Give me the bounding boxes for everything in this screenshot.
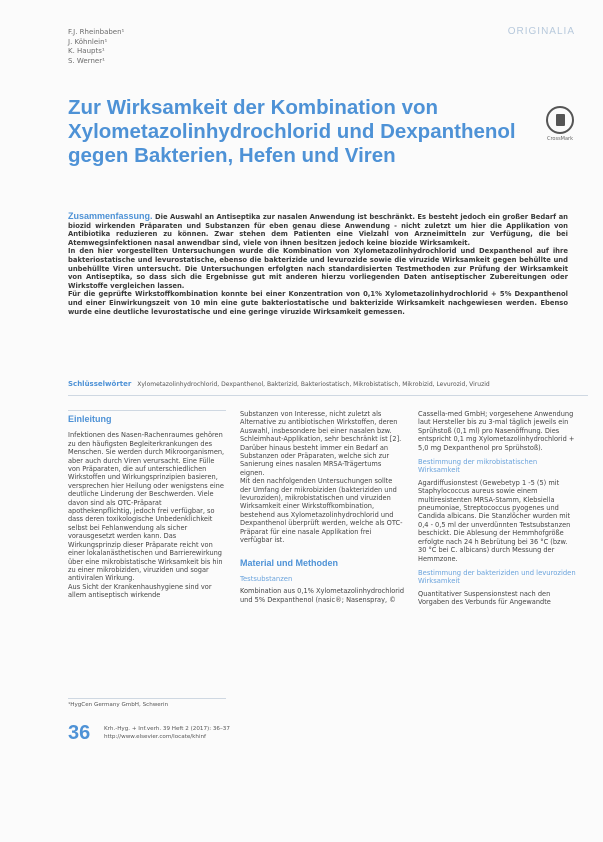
abstract-heading: Zusammenfassung.: [68, 211, 153, 221]
column-2: [240, 410, 405, 604]
column-1: [68, 410, 226, 600]
body-paragraph: Agardiffusionstest (Gewebetyp 1 -5 (5) mit Staphylococcus aureus sowie einem multiresistenten MRSA-Stamm, Klebsiella pneumoniae, Streptococcus pyogenes und Candida albicans. Die Stanzlöcher wurden mit 0,4 - 0,5 ml der unverdünnten Testsubstanzen beschickt. Die Ablesung der Hemmhofgröße erfolgte nach 24 h Bebrütung bei 36 °C (bzw. 30 °C bei C. albicans) durch Messung der Hemmzone.: [418, 478, 571, 563]
body-paragraph: Cassella-med GmbH; vorgesehene Anwendung laut Hersteller bis zu 3-mal täglich jeweils ein Sprühstoß (0,1 ml) pro Nasenöffnung. Dies entspricht 0,1 mg Xylometazolinhydrochlorid + 5,0 mg Dexpanthenol pro Sprühstoß).: [418, 410, 575, 452]
abstract-paragraph: Für die geprüfte Wirkstoffkombination konnte bei einer Konzentration von 0,1% Xylometazolinhydrochlorid + 5% Dexpanthenol und einer Einwirkungszeit von 10 min eine gute bakteriostatische und bakterizide Wirksamkeit nachgewiesen werden. Ebenso wurde eine deutliche levurostatische und eine geringe viruzide Wirksamkeit gemessen.: [68, 290, 568, 316]
section-heading: Einleitung: [68, 414, 112, 424]
body-paragraph: Quantitativer Suspensionstest nach den Vorgaben des Verbunds für Angewandte: [418, 589, 551, 607]
body-paragraph: Kombination aus 0,1% Xylometazolinhydrochlorid und 5% Dexpanthenol (nasic®; Nasenspray, ©: [240, 587, 405, 604]
crossmark-label: CrossMark: [546, 136, 574, 142]
citation-text: Krh.-Hyg. + Inf.verh. 39 Heft 2 (2017): 36–37: [104, 726, 230, 732]
affiliation-footnote: ¹HygCen Germany GmbH, Schwerin: [68, 698, 226, 708]
crossmark-badge[interactable]: [544, 106, 576, 142]
author-name: K. Haupts¹: [68, 47, 105, 55]
abstract-paragraph: In den hier vorgestellten Untersuchungen wurde die Kombination von Xylometazolinhydrochlorid und Dexpanthenol auf ihre bakteriostatische und levurostatische, ebenso die bakterizide und levurozide sowie die viruzide Wirksamkeit gegen behüllte und unbehüllte Viren untersucht. Die Untersuchungen erfolgten nach standardisierten Testmethoden zur Prüfung der Wirksamkeit von Antiseptika, so dass sich die Ergebnisse gut mit anderen hierzu vorliegenden Daten antiseptischer Zubereitungen oder Wirkstoffe vergleichen lassen.: [68, 247, 568, 290]
article-title: Zur Wirksamkeit der Kombination von Xylometazolinhydrochlorid und Dexpanthenol gegen Bakterien, Hefen und Viren: [68, 96, 516, 167]
body-paragraph: Substanzen von Interesse, nicht zuletzt als Alternative zu antibiotischen Wirkstoffen, deren Auswahl, insbesondere bei einer nasalen bzw. Schleimhaut-Applikation, sehr beschränkt ist [2]. Darüber hinaus besteht immer ein Bedarf an Substanzen oder Präparaten, welche sich zur Sanierung eines nasalen MRSA-Trägertums eignen.: [240, 410, 402, 477]
subsection-heading: Bestimmung der mikrobistatischen Wirksamkeit: [418, 458, 538, 475]
keywords-label: Schlüsselwörter: [68, 380, 132, 388]
author-list: [68, 28, 124, 66]
journal-url[interactable]: http://www.elsevier.com/locate/khinf: [104, 733, 207, 740]
journal-citation: [104, 726, 230, 741]
body-paragraph: Mit den nachfolgenden Untersuchungen sollte der Umfang der mikrobiziden (bakteriziden und levuroziden), mikrobistatischen und viruziden Wirksamkeit einer Wirkstoffkombination, bestehend aus Xylometazolinhydrochlorid und Dexpanthenol überprüft werden, welche als OTC-Präparat für eine nasale Applikation frei verfügbar ist.: [240, 477, 403, 545]
page-number: 36: [68, 722, 91, 744]
crossmark-icon: [546, 106, 574, 134]
abstract-paragraph: Die Auswahl an Antiseptika zur nasalen Anwendung ist beschränkt. Es besteht jedoch ein großer Bedarf an biozid wirkenden Präparaten und Substanzen für eben genau diese Anwendung - nicht zuletzt um hier die Applikation von Antibiotika reduzieren zu können. Zwar stehen dem Patienten eine Vielzahl von Arzneimitteln zur Verfügung, die bei Atemwegsinfektionen nasal anwendbar sind, viele von ihnen besitzen jedoch keine biozide Wirksamkeit.: [68, 213, 568, 247]
keywords-text: Xylometazolinhydrochlorid, Dexpanthenol, Bakterizid, Bakteriostatisch, Mikrobistatisch, Mikrobizid, Levurozid, Viruzid: [137, 381, 490, 388]
body-paragraph: Aus Sicht der Krankenhaushygiene sind vor allem antiseptisch wirkende: [68, 582, 212, 600]
divider: [68, 410, 226, 411]
author-name: J. Köhnlein¹: [68, 37, 108, 46]
subsection-heading: Testsubstanzen: [240, 574, 293, 583]
author-name: F.J. Rheinbaben¹: [68, 28, 125, 36]
author-name: S. Werner¹: [68, 56, 105, 65]
column-3: [418, 410, 576, 607]
section-label: ORIGINALIA: [507, 26, 575, 37]
keywords: [68, 380, 588, 388]
abstract: [68, 212, 568, 316]
body-paragraph: Infektionen des Nasen-Rachenraumes gehören zu den häufigsten Begleiterkrankungen des Menschen. Sie werden durch Mikroorganismen, aber auch durch Viren verursacht. Eine Fülle von Präparaten, die auf unterschiedlichen Wirkstoffen und Wirkungsprinzipien basieren, versprechen hier Heilung oder wenigstens eine deutliche Linderung der Beschwerden. Viele davon sind als OTC-Präparat apothekenpflichtig, jedoch frei verfügbar, so dass deren toxikologische Unbedenklichkeit selbst bei Fehlanwendung als sicher vorausgesetzt werden kann. Das Wirkungsprinzip dieser Präparate reicht von einer lokalanästhetischen und Barrierewirkung über eine mikrobistatische Wirksamkeit bis hin zu einer mikrobiziden, viruziden und sogar antiviralen Wirkung.: [68, 431, 225, 583]
subsection-heading: Bestimmung der bakteriziden und levuroziden Wirksamkeit: [418, 568, 576, 586]
section-heading: Material und Methoden: [240, 557, 339, 568]
divider: [68, 395, 588, 396]
